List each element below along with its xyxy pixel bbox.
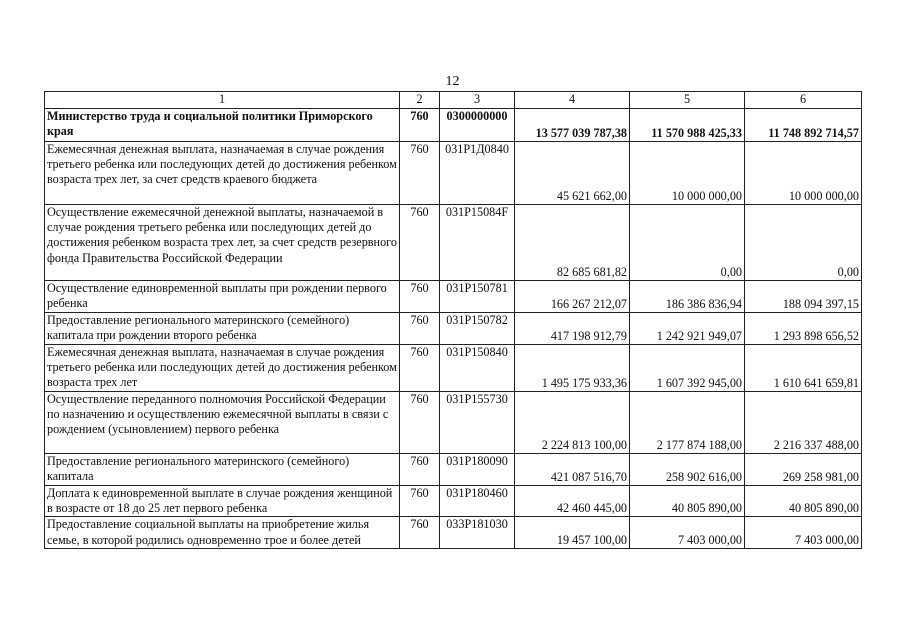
row-value-col4: 1 495 175 933,36 <box>515 345 630 392</box>
budget-table <box>44 91 862 549</box>
row-col2: 760 <box>400 142 440 205</box>
row-name: Предоставление регионального материнского (семейного) капитала <box>45 454 400 486</box>
column-header: 5 <box>630 92 745 109</box>
table-row <box>45 345 862 392</box>
row-col3: 031Р180090 <box>440 454 515 486</box>
row-col2: 760 <box>400 345 440 392</box>
row-value-col4: 42 460 445,00 <box>515 486 630 517</box>
row-col2: 760 <box>400 205 440 281</box>
row-value-col6: 2 216 337 488,00 <box>745 392 862 454</box>
row-name: Министерство труда и социальной политики Приморского края <box>45 109 400 142</box>
column-header: 3 <box>440 92 515 109</box>
row-value-col4: 45 621 662,00 <box>515 142 630 205</box>
row-value-col6: 1 610 641 659,81 <box>745 345 862 392</box>
row-col3: 033Р181030 <box>440 517 515 549</box>
row-col2: 760 <box>400 281 440 313</box>
row-col3: 031Р150840 <box>440 345 515 392</box>
row-value-col5: 0,00 <box>630 205 745 281</box>
row-name: Ежемесячная денежная выплата, назначаемая в случае рождения третьего ребенка или последующих детей до достижения ребенком возраста трех лет <box>45 345 400 392</box>
row-value-col5: 2 177 874 188,00 <box>630 392 745 454</box>
row-name: Осуществление единовременной выплаты при рождении первого ребенка <box>45 281 400 313</box>
row-col3: 031Р155730 <box>440 392 515 454</box>
row-value-col6: 1 293 898 656,52 <box>745 313 862 345</box>
row-value-col6: 269 258 981,00 <box>745 454 862 486</box>
row-name: Осуществление ежемесячной денежной выплаты, назначаемой в случае рождения третьего ребенка или последующих детей до достижения ребенком возраста трех лет, за счет средств резервного фонда Правительства Российской Федерации <box>45 205 400 281</box>
row-value-col4: 19 457 100,00 <box>515 517 630 549</box>
row-col3: 031Р150781 <box>440 281 515 313</box>
row-name: Ежемесячная денежная выплата, назначаемая в случае рождения третьего ребенка или последующих детей до достижения ребенком возраста трех лет, за счет средств краевого бюджета <box>45 142 400 205</box>
column-header: 2 <box>400 92 440 109</box>
table-row <box>45 109 862 142</box>
row-value-col6: 40 805 890,00 <box>745 486 862 517</box>
row-value-col4: 82 685 681,82 <box>515 205 630 281</box>
row-col2: 760 <box>400 109 440 142</box>
row-col2: 760 <box>400 486 440 517</box>
row-name: Доплата к единовременной выплате в случае рождения женщиной в возрасте от 18 до 25 лет первого ребенка <box>45 486 400 517</box>
row-value-col5: 258 902 616,00 <box>630 454 745 486</box>
row-value-col4: 166 267 212,07 <box>515 281 630 313</box>
table-row <box>45 205 862 281</box>
row-value-col5: 1 607 392 945,00 <box>630 345 745 392</box>
row-value-col4: 2 224 813 100,00 <box>515 392 630 454</box>
row-col3: 031Р1Д0840 <box>440 142 515 205</box>
row-name: Осуществление переданного полномочия Российской Федерации по назначению и осуществлению ежемесячной выплаты в связи с рождением (усыновлением) первого ребенка <box>45 392 400 454</box>
row-value-col5: 10 000 000,00 <box>630 142 745 205</box>
row-value-col6: 7 403 000,00 <box>745 517 862 549</box>
row-name: Предоставление регионального материнского (семейного) капитала при рождении второго ребенка <box>45 313 400 345</box>
row-col2: 760 <box>400 517 440 549</box>
table-row <box>45 142 862 205</box>
table-row <box>45 517 862 549</box>
table-row <box>45 281 862 313</box>
table-header-row <box>45 92 862 109</box>
row-col2: 760 <box>400 454 440 486</box>
row-col3: 031Р150782 <box>440 313 515 345</box>
row-value-col6: 11 748 892 714,57 <box>745 109 862 142</box>
column-header: 1 <box>45 92 400 109</box>
table-row <box>45 486 862 517</box>
row-col2: 760 <box>400 313 440 345</box>
table-row <box>45 454 862 486</box>
row-name: Предоставление социальной выплаты на приобретение жилья семье, в которой родились одновременно трое и более детей <box>45 517 400 549</box>
row-value-col5: 1 242 921 949,07 <box>630 313 745 345</box>
row-value-col4: 421 087 516,70 <box>515 454 630 486</box>
row-col3: 0300000000 <box>440 109 515 142</box>
row-value-col6: 188 094 397,15 <box>745 281 862 313</box>
row-value-col6: 10 000 000,00 <box>745 142 862 205</box>
row-value-col5: 11 570 988 425,33 <box>630 109 745 142</box>
row-value-col5: 40 805 890,00 <box>630 486 745 517</box>
row-value-col5: 7 403 000,00 <box>630 517 745 549</box>
page-number: 12 <box>445 74 460 89</box>
row-value-col5: 186 386 836,94 <box>630 281 745 313</box>
column-header: 4 <box>515 92 630 109</box>
column-header: 6 <box>745 92 862 109</box>
row-col3: 031Р15084F <box>440 205 515 281</box>
row-col2: 760 <box>400 392 440 454</box>
table-row <box>45 313 862 345</box>
row-value-col4: 417 198 912,79 <box>515 313 630 345</box>
row-col3: 031Р180460 <box>440 486 515 517</box>
row-value-col6: 0,00 <box>745 205 862 281</box>
row-value-col4: 13 577 039 787,38 <box>515 109 630 142</box>
table-row <box>45 392 862 454</box>
